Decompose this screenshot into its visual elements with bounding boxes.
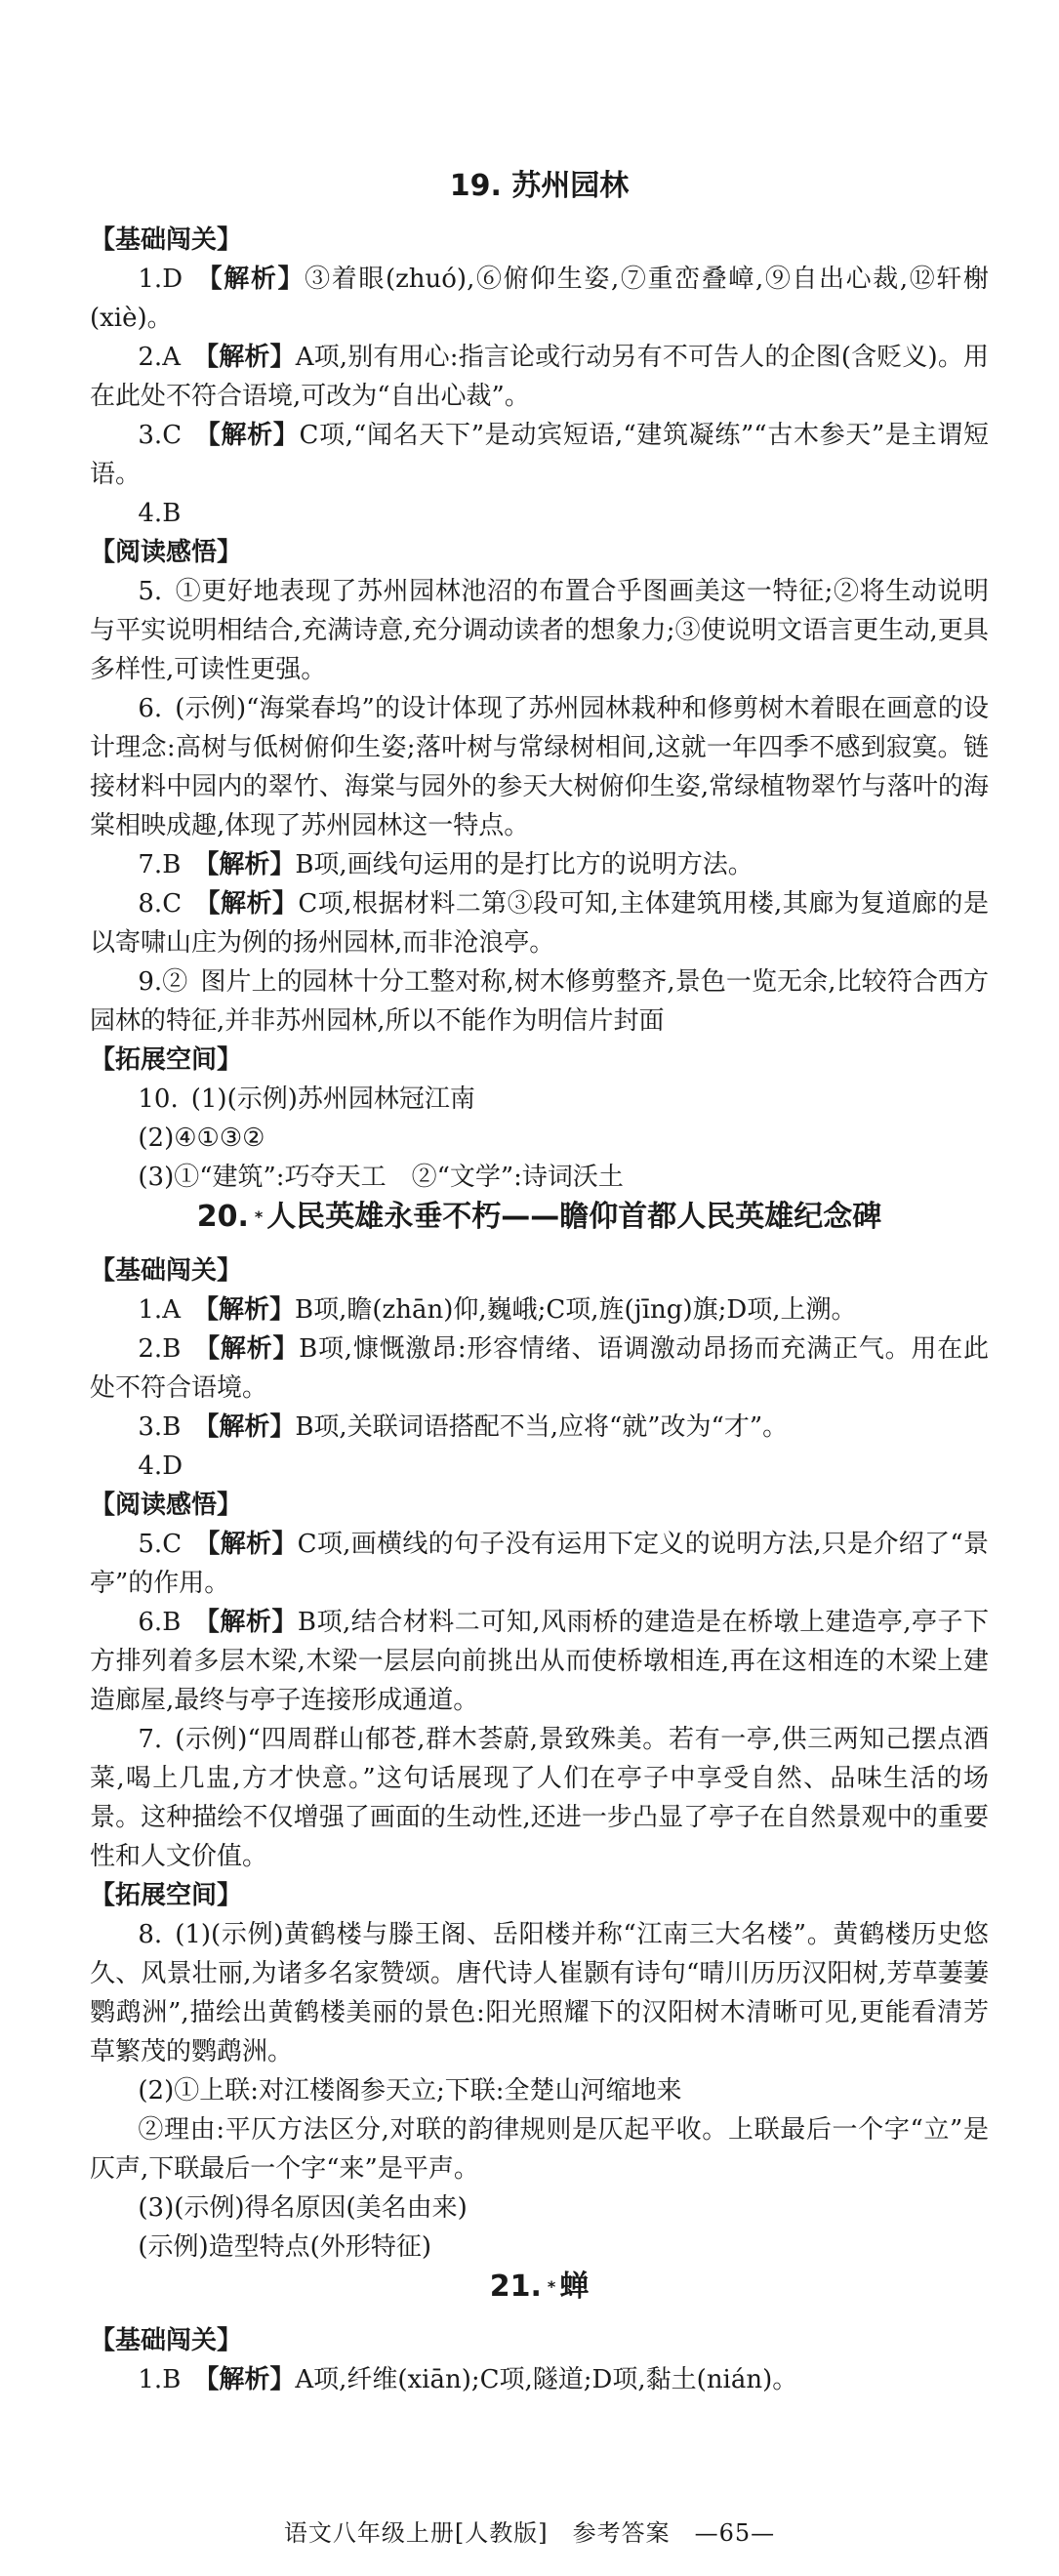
answer-number: 1.A [138,1295,181,1325]
analysis-tag: 【解析】 [193,850,296,879]
star-mark: * [254,1207,264,1226]
section-title [90,166,989,207]
answer-text: ②理由:平仄方法区分,对联的韵律规则是仄起平收。上联最后一个字“立”是仄声,下联最后一个字“来”是平声。 [90,2115,989,2184]
section-number: 20. [196,1200,249,1234]
answer-number: 4.D [138,1452,183,1481]
analysis-tag: 【解析】 [193,1334,300,1364]
answer-text: C项,根据材料二第③段可知,主体建筑用楼,其廊为复道廊的是以寄啸山庄为例的扬州园林,而非沧浪亭。 [90,889,989,958]
answer-text: (3)(示例)得名原因(美名由来) [138,2193,468,2223]
answer-item [90,962,989,1041]
section-title-text: 19. 苏州园林 [449,169,630,203]
answer-text: (1)(示例)苏州园林冠江南 [190,1084,475,1114]
answer-number: 8.C [138,889,183,919]
section-number: 21. [489,2269,542,2304]
analysis-tag: 【解析】 [194,889,299,919]
answer-item [90,572,989,689]
answer-number: 6. [138,694,163,723]
answer-item [90,494,989,533]
answer-item [90,1158,989,1197]
answer-item [90,1080,989,1119]
answer-item [90,845,989,884]
analysis-tag: 【解析】 [194,421,300,450]
section-title [90,1197,989,1238]
star-mark: * [547,2277,556,2296]
answer-item [90,689,989,845]
answer-number: 8. [138,1920,163,1949]
analysis-tag: 【解析】 [192,343,296,372]
answer-text: B项,画线句运用的是打比方的说明方法。 [295,850,754,879]
answer-number: 9.② [138,967,188,997]
answer-item [90,1447,989,1486]
answer-item [90,2360,989,2399]
answer-text: (1)(示例)黄鹤楼与滕王阁、岳阳楼并称“江南三大名楼”。黄鹤楼历史悠久、风景壮丽,为诸多名家赞颂。唐代诗人崔颢有诗句“晴川历历汉阳树,芳草萋萋鹦鹉洲”,描绘出黄鹤楼美丽的景色:阳光照耀下的汉阳树木清晰可见,更能看清芳草繁茂的鹦鹉洲。 [90,1920,989,2066]
answer-number: 7.B [138,850,182,879]
answer-text: B项,结合材料二可知,风雨桥的建造是在桥墩上建造亭,亭子下方排列着多层木梁,木梁一层层向前挑出从而使桥墩相连,再在这相连的木梁上建造廊屋,最终与亭子连接形成通道。 [90,1608,989,1715]
answer-item [90,1329,989,1408]
answer-text: (示例)“海棠春坞”的设计体现了苏州园林栽种和修剪树木着眼在画意的设计理念:高树与低树俯仰生姿;落叶树与常绿树相间,这就一年四季不感到寂寞。链接材料中园内的翠竹、海棠与园外的参天大树俯仰生姿,常绿植物翠竹与落叶的海棠相映成趣,体现了苏州园林这一特点。 [90,694,989,840]
answer-number: 7. [138,1725,163,1754]
answer-item [90,1720,989,1876]
subsection-heading: 【阅读感悟】 [90,1491,243,1520]
answer-number: 6.B [138,1608,182,1637]
answer-text: (2)④①③② [138,1124,265,1153]
subsection-heading: 【拓展空间】 [90,1045,243,1075]
answer-text: (示例)“四周群山郁苍,群木荟蔚,景致殊美。若有一亭,供三两知己摆点酒菜,喝上几盅,方才快意。”这句话展现了人们在亭子中享受自然、品味生活的场景。这种描绘不仅增强了画面的生动性,还进一步凸显了亭子在自然景观中的重要性和人文价值。 [90,1725,989,1871]
answer-item [90,2188,989,2228]
answer-text: (3)①“建筑”:巧夺天工 ②“文学”:诗词沃土 [138,1163,624,1192]
answer-number: 1.D [138,265,183,294]
subsection-heading: 【阅读感悟】 [90,538,243,567]
answer-item [90,338,989,416]
analysis-tag: 【解析】 [193,2365,296,2394]
page-footer: 语文八年级上册[人教版] 参考答案 —65— [283,2519,776,2547]
section-title-text: 蝉 [559,2269,590,2304]
answer-number: 1.B [138,2365,182,2394]
answer-item [90,1119,989,1158]
answer-number: 5. [138,577,163,606]
answer-text: C项,画横线的句子没有运用下定义的说明方法,只是介绍了“景亭”的作用。 [90,1530,989,1598]
answer-item [90,1290,989,1329]
answer-text: A项,别有用心:指言论或行动另有不可告人的企图(含贬义)。用在此处不符合语境,可改为“自出心裁”。 [90,343,989,411]
answer-item [90,2228,989,2267]
answer-item [90,1408,989,1447]
answer-text: (示例)造型特点(外形特征) [138,2232,431,2262]
answer-number: 3.C [138,421,183,450]
subsection-heading: 【拓展空间】 [90,1881,243,1910]
answer-text: A项,纤维(xiān);C项,隧道;D项,黏土(nián)。 [295,2365,798,2394]
answer-text: ③着眼(zhuó),⑥俯仰生姿,⑦重峦叠嶂,⑨自出心裁,⑫轩榭(xiè)。 [90,265,989,333]
answer-item [90,1603,989,1720]
answer-text: ①更好地表现了苏州园林池沼的布置合乎图画美这一特征;②将生动说明与平实说明相结合,充满诗意,充分调动读者的想象力;③使说明文语言更生动,更具多样性,可读性更强。 [90,577,989,684]
section-title [90,2267,989,2308]
analysis-tag: 【解析】 [194,1530,298,1559]
answer-text: 图片上的园林十分工整对称,树木修剪整齐,景色一览无余,比较符合西方园林的特征,并非苏州园林,所以不能作为明信片封面 [90,967,989,1036]
subsection-heading: 【基础闯关】 [90,225,243,255]
answer-text: C项,“闻名天下”是动宾短语,“建筑凝练”“古木参天”是主谓短语。 [90,421,989,489]
answer-number: 3.B [138,1412,182,1442]
answer-number: 5.C [138,1530,183,1559]
analysis-tag: 【解析】 [193,1412,296,1442]
answer-text: B项,慷慨激昂:形容情绪、语调激动昂扬而充满正气。用在此处不符合语境。 [90,1334,989,1403]
subsection-heading: 【基础闯关】 [90,1256,243,1286]
answer-item [90,2110,989,2188]
answer-text: (2)①上联:对江楼阁参天立;下联:全楚山河缩地来 [138,2076,682,2106]
analysis-tag: 【解析】 [193,1608,298,1637]
subsection-heading: 【基础闯关】 [90,2326,243,2355]
answer-text: B项,关联词语搭配不当,应将“就”改为“才”。 [295,1412,789,1442]
analysis-tag: 【解析】 [192,1295,295,1325]
answer-item [90,260,989,338]
answer-text: B项,瞻(zhān)仰,巍峨;C项,旌(jīng)旗;D项,上溯。 [295,1295,857,1325]
section-title-text: 人民英雄永垂不朽——瞻仰首都人民英雄纪念碑 [266,1200,882,1234]
answer-item [90,1915,989,2071]
answer-number: 2.A [138,343,181,372]
answer-number: 2.B [138,1334,182,1364]
answer-item [90,2071,989,2110]
answer-number: 4.B [138,499,182,528]
answer-item [90,884,989,962]
analysis-tag: 【解析】 [195,265,305,294]
content [90,166,989,2399]
answer-number: 10. [138,1084,179,1114]
answer-item [90,416,989,494]
answer-item [90,1525,989,1603]
